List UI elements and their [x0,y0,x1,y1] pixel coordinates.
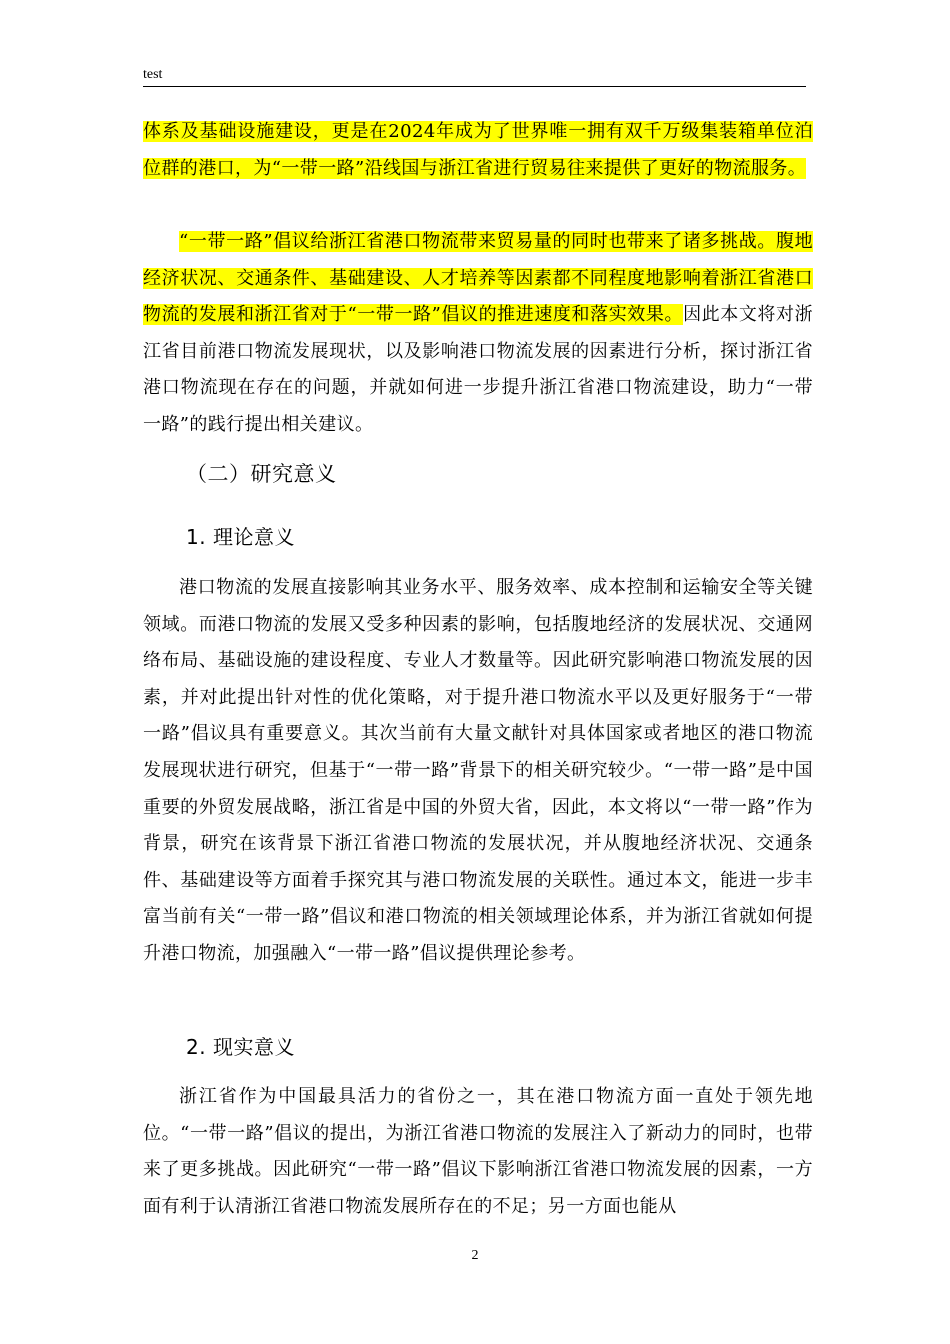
subsection-heading-theory: 1. 理论意义 [186,525,295,549]
paragraph-continuation [143,114,813,187]
paragraph-text [143,224,813,444]
page-number: 2 [471,1248,479,1263]
page-header: test [143,66,806,87]
highlighted-text: 体系及基础设施建设，更是在2024年成为了世界唯一拥有双千万级集装箱单位泊位群的港口，为“一带一路”沿线国与浙江省进行贸易往来提供了更好的物流服务。 [143,121,813,179]
paragraph-practice [143,1079,813,1225]
subsection-heading-practice: 2. 现实意义 [186,1035,295,1059]
plain-text: 因此本文将对浙江省目前港口物流发展现状，以及影响港口物流发展的因素进行分析，探讨浙江省港口物流现在存在的问题，并就如何进一步提升浙江省港口物流建设，助力“一带一路”的践行提出相关建议。 [143,304,813,435]
paragraph-theory [143,570,813,973]
paragraph-text [143,114,813,187]
paragraph-challenges [143,224,813,444]
section-heading: （二）研究意义 [186,462,337,486]
highlighted-text: “一带一路”倡议给浙江省港口物流带来贸易量的同时也带来了诸多挑战。腹地经济状况、交通条件、基础建设、人才培养等因素都不同程度地影响着浙江省港口物流的发展和浙江省对于“一带一路”倡议的推进速度和落实效果。 [143,231,813,326]
paragraph-text: 港口物流的发展直接影响其业务水平、服务效率、成本控制和运输安全等关键领域。而港口物流的发展又受多种因素的影响，包括腹地经济的发展状况、交通网络布局、基础设施的建设程度、专业人才数量等。因此研究影响港口物流发展的因素，并对此提出针对性的优化策略，对于提升港口物流水平以及更好服务于“一带一路”倡议具有重要意义。其次当前有大量文献针对具体国家或者地区的港口物流发展现状进行研究，但基于“一带一路”背景下的相关研究较少。“一带一路”是中国重要的外贸发展战略，浙江省是中国的外贸大省，因此，本文将以“一带一路”作为背景，研究在该背景下浙江省港口物流的发展状况，并从腹地经济状况、交通条件、基础建设等方面着手探究其与港口物流发展的关联性。通过本文，能进一步丰富当前有关“一带一路”倡议和港口物流的相关领域理论体系，并为浙江省就如何提升港口物流，加强融入“一带一路”倡议提供理论参考。 [143,577,813,964]
paragraph-text: 浙江省作为中国最具活力的省份之一，其在港口物流方面一直处于领先地位。“一带一路”倡议的提出，为浙江省港口物流的发展注入了新动力的同时，也带来了更多挑战。因此研究“一带一路”倡议下影响浙江省港口物流发展的因素，一方面有利于认清浙江省港口物流发展所存在的不足；另一方面也能从 [143,1086,813,1217]
